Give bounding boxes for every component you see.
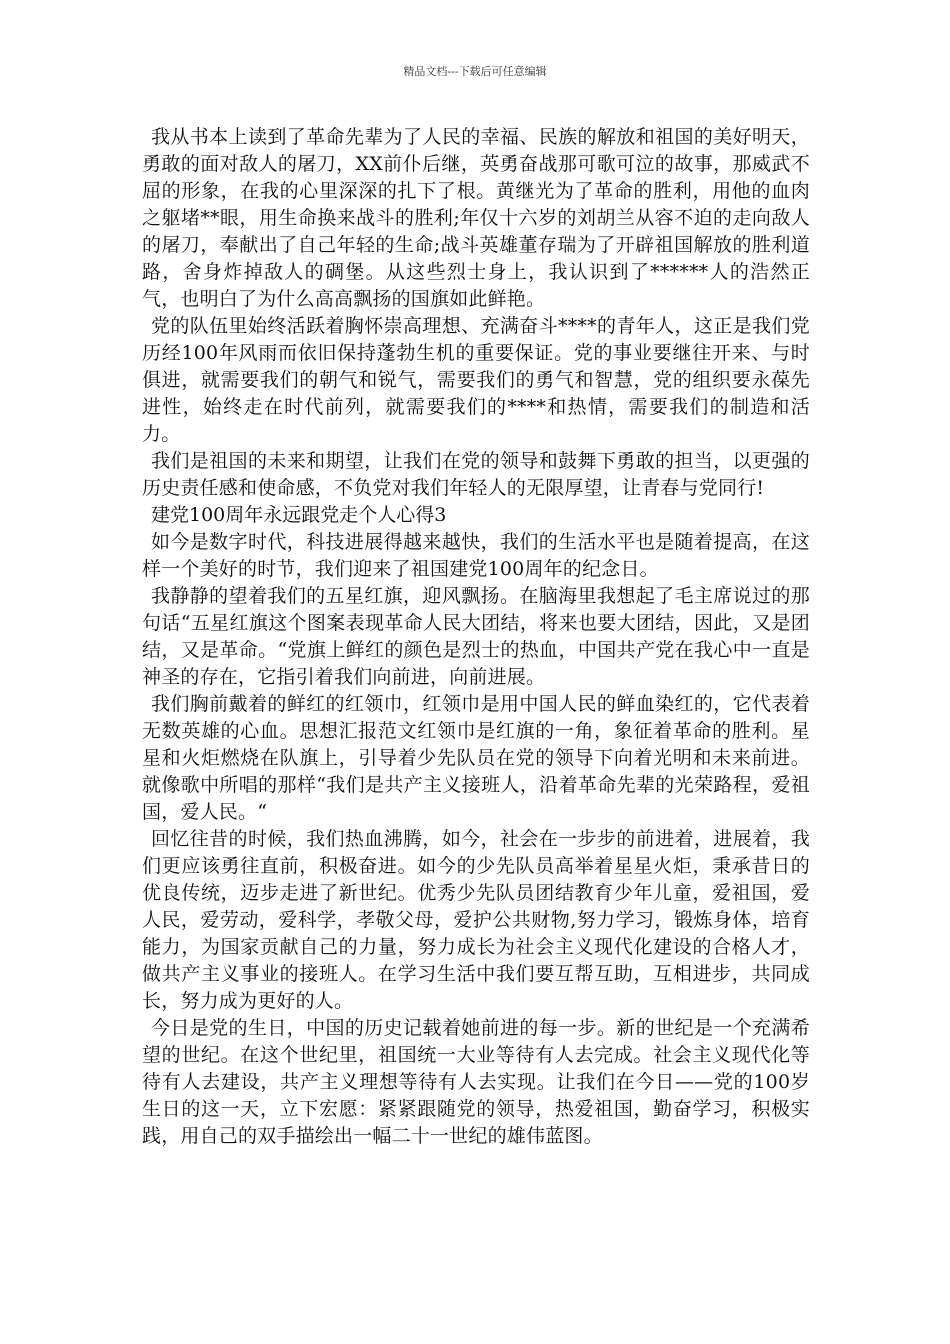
paragraph-1: 我从书本上读到了革命先辈为了人民的幸福、民族的解放和祖国的美好明天，勇敢的面对敌人的屠刀，XX前仆后继，英勇奋战那可歌可泣的故事，那威武不屈的形象，在我的心里深深的扎下了根。黄继光为了革命的胜利，用他的血肉之躯堵**眼，用生命换来战斗的胜利;年仅十六岁的刘胡兰从容不迫的走向敌人的屠刀，奉献出了自己年轻的生命;战斗英雄董存瑞为了开辟祖国解放的胜利道路，舍身炸掉敌人的碉堡。从这些烈士身上，我认识到了******人的浩然正气，也明白了为什么高高飘扬的国旗如此鲜艳。 [142, 126, 810, 310]
paragraph-7: 回忆往昔的时候，我们热血沸腾，如今，社会在一步步的前进着，进展着，我们更应该勇往直前，积极奋进。如今的少先队员高举着星星火炬，秉承昔日的优良传统，迈步走进了新世纪。优秀少先队员团结教育少年儿童，爱祖国，爱人民，爱劳动，爱科学，孝敬父母，爱护公共财物,努力学习，锻炼身体，培育能力，为国家贡献自己的力量，努力成长为社会主义现代化建设的合格人才，做共产主义事业的接班人。在学习生活中我们要互帮互助，互相进步，共同成长，努力成为更好的人。 [142, 828, 810, 1012]
paragraph-6: 我们胸前戴着的鲜红的红领巾，红领巾是用中国人民的鲜血染红的，它代表着无数英雄的心血。思想汇报范文红领巾是红旗的一角，象征着革命的胜利。星星和火炬燃烧在队旗上，引导着少先队员在党的领导下向着光明和未来前进。就像歌中所唱的那样“我们是共产主义接班人，沿着革命先辈的光荣路程，爱祖国，爱人民。“ [142, 693, 810, 823]
paragraph-3: 我们是祖国的未来和期望，让我们在党的领导和鼓舞下勇敢的担当，以更强的历史责任感和使命感，不负党对我们年轻人的无限厚望，让青春与党同行! [142, 450, 810, 499]
section-title: 建党100周年永远跟党走个人心得3 [151, 504, 447, 526]
paragraph-5: 我静静的望着我们的五星红旗，迎风飘扬。在脑海里我想起了毛主席说过的那句话“五星红旗这个图案表现革命人民大团结，将来也要大团结，因此，又是团结，又是革命。“党旗上鲜红的颜色是烈士的热血，中国共产党在我心中一直是神圣的存在，它指引着我们向前进，向前进展。 [142, 585, 810, 688]
page-header-watermark: 精品文档---下载后可任意编辑 [403, 65, 547, 78]
paragraph-8: 今日是党的生日，中国的历史记载着她前进的每一步。新的世纪是一个充满希望的世纪。在这个世纪里，祖国统一大业等待有人去完成。社会主义现代化等待有人去建设，共产主义理想等待有人去实现。让我们在今日——党的100岁生日的这一天，立下宏愿：紧紧跟随党的领导，热爱祖国，勤奋学习，积极实践，用自己的双手描绘出一幅二十一世纪的雄伟蓝图。 [142, 1017, 810, 1147]
document-body [142, 124, 810, 1150]
paragraph-2: 党的队伍里始终活跃着胸怀崇高理想、充满奋斗****的青年人，这正是我们党历经100年风雨而依旧保持蓬勃生机的重要保证。党的事业要继往开来、与时俱进，就需要我们的朝气和锐气，需要我们的勇气和智慧，党的组织要永葆先进性，始终走在时代前列，就需要我们的****和热情，需要我们的制造和活力。 [142, 315, 810, 445]
paragraph-4: 如今是数字时代，科技进展得越来越快，我们的生活水平也是随着提高，在这样一个美好的时节，我们迎来了祖国建党100周年的纪念日。 [142, 531, 810, 580]
